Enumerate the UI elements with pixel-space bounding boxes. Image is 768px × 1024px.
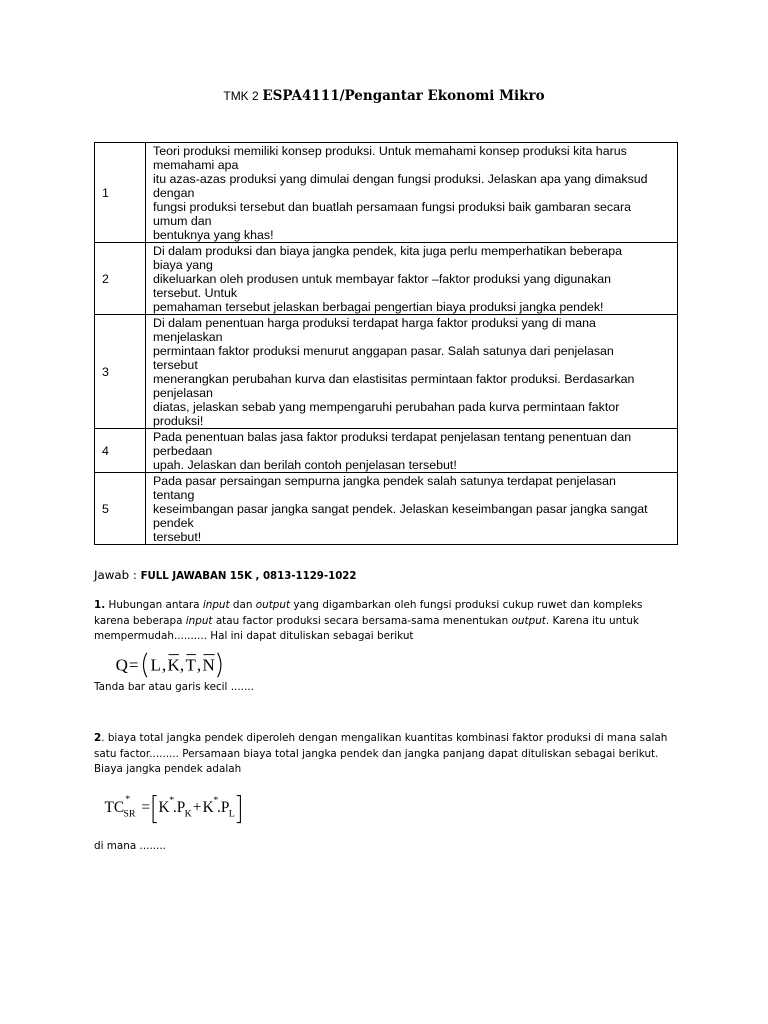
answer-heading bbox=[94, 568, 684, 582]
formula-comma: , bbox=[196, 655, 202, 675]
question-line: pendek bbox=[153, 516, 194, 530]
document-title bbox=[0, 88, 768, 104]
question-row bbox=[95, 315, 678, 429]
formula-p2-sub: L bbox=[228, 808, 235, 820]
question-line: penjelasan bbox=[153, 386, 213, 400]
question-text bbox=[146, 243, 678, 315]
formula-var-k: K bbox=[167, 655, 180, 675]
question-line: Di dalam produksi dan biaya jangka pendek, kita juga perlu memperhatikan beberapa bbox=[153, 244, 623, 258]
answer-1-text-part: . Karena itu untuk bbox=[545, 614, 639, 627]
formula-var-n: N bbox=[202, 655, 215, 675]
formula-tc-sub: SR bbox=[123, 808, 136, 820]
formula-comma: , bbox=[179, 655, 185, 675]
question-line: fungsi produksi tersebut dan buatlah persamaan fungsi produksi baik gambaran secara bbox=[153, 200, 632, 214]
question-line: menerangkan perubahan kurva dan elastisitas permintaan faktor produksi. Berdasarkan bbox=[153, 372, 635, 386]
answer-2-line: Biaya jangka pendek adalah bbox=[94, 763, 242, 776]
question-line: Teori produksi memiliki konsep produksi. Untuk memahami konsep produksi kita harus bbox=[153, 144, 627, 158]
answer-1-text-part: atau factor produksi secara bersama-sama menentukan bbox=[212, 614, 512, 627]
question-line: itu azas-azas produksi yang dimulai dengan fungsi produksi. Jelaskan apa yang dimaksud bbox=[153, 172, 648, 186]
formula-k1: K bbox=[158, 798, 170, 816]
question-line: memahami apa bbox=[153, 158, 239, 172]
course-title: ESPA4111/Pengantar Ekonomi Mikro bbox=[262, 88, 545, 104]
formula-var-t: T bbox=[185, 655, 196, 675]
left-paren bbox=[143, 653, 146, 678]
formula-p1-sub: K bbox=[184, 808, 192, 820]
answer-contact: FULL JAWABAN 15K , 0813-1129-1022 bbox=[140, 571, 357, 582]
formula-equals: = bbox=[128, 655, 139, 675]
formula-k2-star: * bbox=[213, 794, 219, 806]
answer-1-text-part: karena beberapa bbox=[94, 614, 186, 627]
question-line: diatas, jelaskan sebab yang mempengaruhi perubahan pada kurva permintaan faktor bbox=[153, 400, 620, 414]
answers-section bbox=[94, 568, 684, 645]
question-number: 1 bbox=[95, 143, 146, 243]
formula-tc-star: * bbox=[125, 793, 131, 805]
answer-2-number: 2 bbox=[94, 732, 102, 744]
question-number: 3 bbox=[95, 315, 146, 429]
questions-table bbox=[94, 142, 678, 545]
question-number: 5 bbox=[95, 473, 146, 545]
answer-1-italic: output bbox=[255, 599, 291, 611]
answer-1-text-part: yang digambarkan oleh fungsi produksi cukup ruwet dan kompleks bbox=[290, 599, 643, 611]
short-run-cost-formula bbox=[96, 792, 266, 828]
formula-var-l: L bbox=[150, 655, 161, 675]
question-row bbox=[95, 143, 678, 243]
question-row bbox=[95, 243, 678, 315]
question-line: dikeluarkan oleh produsen untuk membayar faktor –faktor produksi yang digunakan bbox=[153, 272, 612, 286]
question-line: perbedaan bbox=[153, 444, 213, 458]
question-line: produksi! bbox=[153, 414, 204, 428]
formula-p1: .P bbox=[172, 798, 186, 816]
formula-plus: + bbox=[192, 798, 202, 816]
question-line: tentang bbox=[153, 488, 195, 502]
formula-tc: TC bbox=[104, 798, 125, 816]
question-line: tersebut bbox=[153, 358, 198, 372]
question-line: bentuknya yang khas! bbox=[153, 228, 274, 242]
answer-1-italic: input bbox=[202, 599, 230, 611]
question-line: Pada pasar persaingan sempurna jangka pendek salah satunya terdapat penjelasan bbox=[153, 474, 616, 488]
formula-p2: .P bbox=[217, 798, 230, 816]
assignment-code: TMK 2 bbox=[223, 89, 259, 103]
question-text bbox=[146, 473, 678, 545]
question-text bbox=[146, 143, 678, 243]
answer-2-section bbox=[94, 731, 684, 778]
answer-label: Jawab : bbox=[94, 568, 137, 582]
question-text bbox=[146, 315, 678, 429]
question-row bbox=[95, 473, 678, 545]
question-line: umum dan bbox=[153, 214, 212, 228]
answer-1-text-part: dan bbox=[229, 599, 256, 611]
right-paren bbox=[218, 653, 221, 678]
question-line: dengan bbox=[153, 186, 195, 200]
answer-1-text bbox=[94, 598, 684, 645]
question-line: tersebut. Untuk bbox=[153, 286, 238, 300]
right-bracket bbox=[237, 796, 241, 823]
answer-1-number: 1. bbox=[94, 599, 106, 611]
question-line: pemahaman tersebut jelaskan berbagai pengertian biaya produksi jangka pendek! bbox=[153, 300, 604, 314]
answer-1-line: mempermudah.......... Hal ini dapat dituliskan sebagai berikut bbox=[94, 630, 414, 643]
answer-2-line: . biaya total jangka pendek diperoleh dengan mengalikan kuantitas kombinasi faktor produksi di mana salah bbox=[101, 732, 668, 744]
formula-equals: = bbox=[141, 798, 151, 816]
answer-1-note: Tanda bar atau garis kecil ....... bbox=[94, 681, 254, 693]
question-row bbox=[95, 429, 678, 473]
question-line: upah. Jelaskan dan berilah contoh penjelasan tersebut! bbox=[153, 458, 457, 472]
question-line: biaya yang bbox=[153, 258, 213, 272]
production-function-formula bbox=[112, 648, 242, 682]
answer-1-italic: output bbox=[511, 614, 546, 627]
answer-2-note: di mana ........ bbox=[94, 840, 166, 852]
question-number: 4 bbox=[95, 429, 146, 473]
question-line: tersebut! bbox=[153, 530, 202, 544]
formula-q: Q bbox=[115, 655, 128, 675]
answer-1-italic: input bbox=[185, 614, 213, 627]
question-line: menjelaskan bbox=[153, 330, 223, 344]
question-text bbox=[146, 429, 678, 473]
answer-2-text bbox=[94, 731, 684, 778]
answer-1-text-part: Hubungan antara bbox=[108, 599, 203, 611]
question-line: keseimbangan pasar jangka sangat pendek. Jelaskan keseimbangan pasar jangka sangat bbox=[153, 502, 648, 516]
question-number: 2 bbox=[95, 243, 146, 315]
left-bracket bbox=[153, 796, 157, 823]
question-line: permintaan faktor produksi menurut anggapan pasar. Salah satunya dari penjelasan bbox=[153, 344, 614, 358]
formula-k2: K bbox=[202, 798, 214, 816]
formula-comma: , bbox=[161, 655, 167, 675]
answer-2-line: satu factor......... Persamaan biaya total jangka pendek dan jangka panjang dapat dituliskan sebagai berikut. bbox=[94, 747, 659, 760]
question-line: Pada penentuan balas jasa faktor produksi terdapat penjelasan tentang penentuan dan bbox=[153, 430, 632, 444]
question-line: Di dalam penentuan harga produksi terdapat harga faktor produksi yang di mana bbox=[153, 316, 596, 330]
formula-k1-star: * bbox=[169, 794, 175, 806]
